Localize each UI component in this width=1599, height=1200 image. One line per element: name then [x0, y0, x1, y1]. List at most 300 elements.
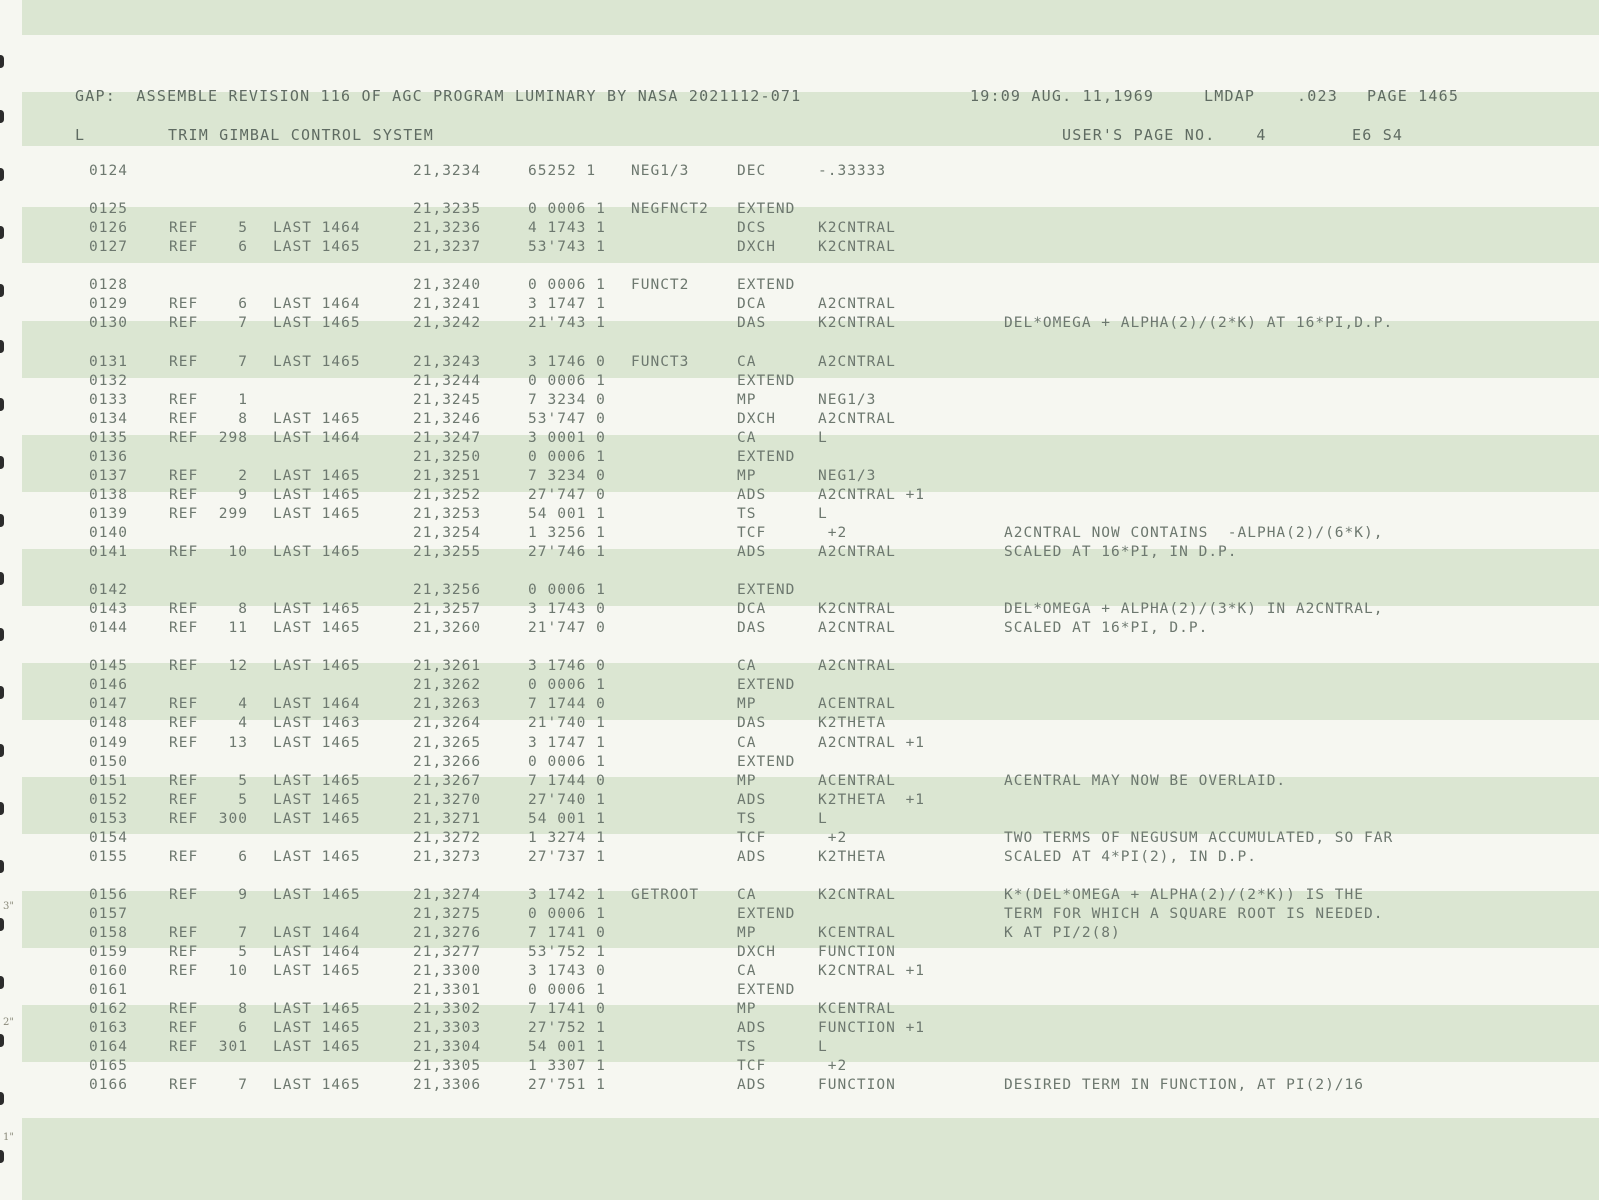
line-addr: 21,3275 [413, 905, 482, 922]
line-last: LAST 1465 [273, 620, 361, 637]
line-op: EXTEND [737, 677, 796, 694]
listing-line [0, 944, 1599, 963]
line-code: 0 0006 1 [528, 201, 606, 218]
listing-line [0, 201, 1599, 220]
line-num: 0131 [89, 353, 128, 370]
line-addr: 21,3255 [413, 544, 482, 560]
listing-line [0, 239, 1599, 258]
line-code: 0 0006 1 [528, 372, 606, 389]
line-num: 0137 [89, 467, 128, 484]
line-refn: 6 [238, 239, 248, 256]
line-op: CA [737, 886, 757, 903]
line-addr: 21,3306 [413, 1077, 482, 1094]
line-op: TS [737, 505, 757, 522]
users-page-number: USER'S PAGE NO. 4 [1062, 126, 1267, 144]
line-num: 0146 [89, 677, 128, 694]
line-ref: REF [169, 772, 199, 789]
line-num: 0152 [89, 791, 128, 808]
line-operand: -.33333 [818, 163, 887, 179]
listing-line [0, 430, 1599, 449]
listing-line [0, 658, 1599, 677]
line-op: EXTEND [737, 201, 796, 218]
line-last: LAST 1465 [273, 772, 361, 789]
line-code: 27'740 1 [528, 791, 606, 808]
line-num: 0129 [89, 296, 128, 313]
line-ref: REF [169, 1020, 199, 1037]
listing-version: .023 [1297, 87, 1338, 105]
line-op: DCA [737, 296, 767, 313]
line-last: LAST 1464 [273, 944, 361, 961]
line-addr: 21,3254 [413, 524, 482, 541]
line-ref: REF [169, 944, 199, 961]
line-num: 0151 [89, 772, 128, 789]
line-op: EXTEND [737, 905, 796, 922]
line-num: 0149 [89, 734, 128, 751]
line-num: 0147 [89, 696, 128, 713]
line-operand: K2CNTRAL [818, 315, 896, 332]
line-last: LAST 1465 [273, 791, 361, 808]
line-operand: A2CNTRAL [818, 544, 896, 560]
line-label: FUNCT3 [631, 353, 690, 370]
line-ref: REF [169, 925, 199, 941]
line-num: 0159 [89, 944, 128, 961]
line-code: 7 1741 0 [528, 1001, 606, 1018]
line-code: 54 001 1 [528, 1039, 606, 1056]
line-code: 27'751 1 [528, 1077, 606, 1094]
line-addr: 21,3301 [413, 982, 482, 999]
line-label: NEGFNCT2 [631, 201, 709, 218]
listing-line [0, 525, 1599, 544]
line-operand: KCENTRAL [818, 1001, 896, 1018]
listing-line [0, 963, 1599, 982]
line-operand: FUNCTION [818, 1077, 896, 1094]
line-code: 3 1746 0 [528, 658, 606, 675]
line-code: 27'746 1 [528, 544, 606, 560]
line-last: LAST 1465 [273, 601, 361, 618]
line-operand: L [818, 429, 828, 446]
line-refn: 8 [238, 410, 248, 427]
line-last: LAST 1465 [273, 239, 361, 256]
line-refn: 4 [238, 696, 248, 713]
line-comment: K AT PI/2(8) [1004, 925, 1121, 941]
line-addr: 21,3267 [413, 772, 482, 789]
line-ref: REF [169, 391, 199, 408]
line-last: LAST 1464 [273, 220, 361, 237]
line-comment: TERM FOR WHICH A SQUARE ROOT IS NEEDED. [1004, 905, 1384, 922]
line-op: EXTEND [737, 448, 796, 465]
line-addr: 21,3234 [413, 163, 482, 179]
line-operand: K2THETA +1 [818, 791, 926, 808]
listing-line [0, 220, 1599, 239]
line-ref: REF [169, 544, 199, 560]
line-code: 0 0006 1 [528, 982, 606, 999]
line-ref: REF [169, 1077, 199, 1094]
line-addr: 21,3261 [413, 658, 482, 675]
line-addr: 21,3236 [413, 220, 482, 237]
line-operand: K2CNTRAL [818, 886, 896, 903]
line-num: 0142 [89, 582, 128, 599]
line-addr: 21,3303 [413, 1020, 482, 1037]
line-addr: 21,3244 [413, 372, 482, 389]
line-addr: 21,3265 [413, 734, 482, 751]
paper-band [22, 1118, 1599, 1200]
line-addr: 21,3272 [413, 829, 482, 846]
line-num: 0161 [89, 982, 128, 999]
line-refn: 6 [238, 1020, 248, 1037]
line-num: 0164 [89, 1039, 128, 1056]
line-code: 3 1743 0 [528, 963, 606, 980]
line-num: 0162 [89, 1001, 128, 1018]
line-addr: 21,3277 [413, 944, 482, 961]
line-num: 0155 [89, 848, 128, 865]
line-op: MP [737, 1001, 757, 1018]
line-operand: K2THETA [818, 715, 887, 732]
listing-line [0, 735, 1599, 754]
line-ref: REF [169, 848, 199, 865]
line-addr: 21,3243 [413, 353, 482, 370]
margin-mark-3in: 3" [3, 901, 14, 912]
line-code: 53'752 1 [528, 944, 606, 961]
line-op: MP [737, 467, 757, 484]
line-addr: 21,3273 [413, 848, 482, 865]
line-code: 7 1741 0 [528, 925, 606, 941]
listing-line [0, 411, 1599, 430]
line-num: 0165 [89, 1058, 128, 1075]
line-last: LAST 1465 [273, 848, 361, 865]
line-operand: K2CNTRAL +1 [818, 963, 926, 980]
line-addr: 21,3263 [413, 696, 482, 713]
line-refn: 8 [238, 1001, 248, 1018]
line-last: LAST 1465 [273, 658, 361, 675]
line-code: 3 1742 1 [528, 886, 606, 903]
listing-title: GAP: ASSEMBLE REVISION 116 OF AGC PROGRAM LUMINARY BY NASA 2021112-071 [75, 87, 802, 105]
line-op: DAS [737, 315, 767, 332]
line-refn: 301 [218, 1039, 248, 1056]
feed-hole [0, 1150, 4, 1163]
line-addr: 21,3264 [413, 715, 482, 732]
line-num: 0154 [89, 829, 128, 846]
listing-line [0, 468, 1599, 487]
line-comment: SCALED AT 4*PI(2), IN D.P. [1004, 848, 1257, 865]
listing-line [0, 887, 1599, 906]
line-op: ADS [737, 791, 767, 808]
line-operand: K2CNTRAL [818, 601, 896, 618]
line-addr: 21,3251 [413, 467, 482, 484]
line-operand: A2CNTRAL [818, 296, 896, 313]
line-operand: ACENTRAL [818, 696, 896, 713]
listing-line [0, 163, 1599, 182]
line-last: LAST 1465 [273, 486, 361, 503]
line-ref: REF [169, 963, 199, 980]
listing-line [0, 982, 1599, 1001]
line-code: 65252 1 [528, 163, 597, 179]
line-code: 1 3307 1 [528, 1058, 606, 1075]
listing-line [0, 696, 1599, 715]
line-code: 0 0006 1 [528, 905, 606, 922]
section-code: E6 S4 [1352, 126, 1404, 144]
listing-line [0, 830, 1599, 849]
line-refn: 6 [238, 296, 248, 313]
line-op: DAS [737, 715, 767, 732]
feed-hole [0, 340, 4, 353]
line-op: CA [737, 429, 757, 446]
line-addr: 21,3246 [413, 410, 482, 427]
line-ref: REF [169, 296, 199, 313]
line-ref: REF [169, 353, 199, 370]
listing-line [0, 354, 1599, 373]
line-op: ADS [737, 486, 767, 503]
line-num: 0140 [89, 524, 128, 541]
line-addr: 21,3247 [413, 429, 482, 446]
line-operand: K2CNTRAL [818, 239, 896, 256]
line-num: 0143 [89, 601, 128, 618]
line-last: LAST 1465 [273, 1020, 361, 1037]
line-op: DEC [737, 163, 767, 179]
line-code: 3 0001 0 [528, 429, 606, 446]
line-addr: 21,3302 [413, 1001, 482, 1018]
line-last: LAST 1465 [273, 1077, 361, 1094]
line-op: EXTEND [737, 582, 796, 599]
line-comment: TWO TERMS OF NEGUSUM ACCUMULATED, SO FAR [1004, 829, 1394, 846]
listing-line [0, 1001, 1599, 1020]
line-op: TCF [737, 829, 767, 846]
line-ref: REF [169, 658, 199, 675]
line-addr: 21,3266 [413, 753, 482, 770]
line-label: FUNCT2 [631, 277, 690, 294]
line-code: 27'737 1 [528, 848, 606, 865]
line-comment: ACENTRAL MAY NOW BE OVERLAID. [1004, 772, 1287, 789]
line-code: 3 1747 1 [528, 296, 606, 313]
listing-line [0, 715, 1599, 734]
line-refn: 7 [238, 315, 248, 332]
margin-mark-1in: 1" [3, 1132, 14, 1143]
line-addr: 21,3241 [413, 296, 482, 313]
line-op: DXCH [737, 410, 776, 427]
line-refn: 9 [238, 886, 248, 903]
line-code: 7 1744 0 [528, 696, 606, 713]
line-refn: 5 [238, 791, 248, 808]
line-operand: FUNCTION +1 [818, 1020, 926, 1037]
listing-line [0, 315, 1599, 334]
line-operand: A2CNTRAL +1 [818, 734, 926, 751]
listing-line [0, 544, 1599, 563]
line-num: 0136 [89, 448, 128, 465]
line-num: 0166 [89, 1077, 128, 1094]
line-operand: K2CNTRAL [818, 220, 896, 237]
line-last: LAST 1465 [273, 1039, 361, 1056]
line-addr: 21,3276 [413, 925, 482, 941]
line-ref: REF [169, 734, 199, 751]
listing-line [0, 1020, 1599, 1039]
paper-band [22, 0, 1599, 35]
line-operand: NEG1/3 [818, 391, 877, 408]
line-last: LAST 1464 [273, 925, 361, 941]
line-ref: REF [169, 1039, 199, 1056]
line-ref: REF [169, 886, 199, 903]
line-last: LAST 1464 [273, 429, 361, 446]
line-last: LAST 1464 [273, 296, 361, 313]
line-num: 0158 [89, 925, 128, 941]
line-comment: DESIRED TERM IN FUNCTION, AT PI(2)/16 [1004, 1077, 1365, 1094]
line-code: 53'747 0 [528, 410, 606, 427]
line-operand: A2CNTRAL +1 [818, 486, 926, 503]
line-ref: REF [169, 429, 199, 446]
line-last: LAST 1464 [273, 696, 361, 713]
line-op: DXCH [737, 944, 776, 961]
section-title: TRIM GIMBAL CONTROL SYSTEM [168, 126, 434, 144]
line-op: DAS [737, 620, 767, 637]
line-op: DXCH [737, 239, 776, 256]
listing-line [0, 906, 1599, 925]
line-code: 0 0006 1 [528, 277, 606, 294]
line-label: GETROOT [631, 886, 700, 903]
line-addr: 21,3237 [413, 239, 482, 256]
line-operand: +2 [818, 829, 848, 846]
line-addr: 21,3240 [413, 277, 482, 294]
listing-line [0, 620, 1599, 639]
line-code: 3 1743 0 [528, 601, 606, 618]
line-op: CA [737, 353, 757, 370]
line-addr: 21,3256 [413, 582, 482, 599]
line-refn: 10 [228, 963, 248, 980]
listing-line [0, 449, 1599, 468]
line-num: 0127 [89, 239, 128, 256]
line-num: 0130 [89, 315, 128, 332]
line-refn: 4 [238, 715, 248, 732]
line-num: 0138 [89, 486, 128, 503]
line-last: LAST 1465 [273, 963, 361, 980]
listing-line [0, 1058, 1599, 1077]
line-addr: 21,3253 [413, 505, 482, 522]
line-refn: 1 [238, 391, 248, 408]
line-num: 0157 [89, 905, 128, 922]
line-operand: L [818, 1039, 828, 1056]
line-code: 53'743 1 [528, 239, 606, 256]
line-num: 0145 [89, 658, 128, 675]
line-addr: 21,3252 [413, 486, 482, 503]
line-code: 1 3274 1 [528, 829, 606, 846]
line-operand: K2THETA [818, 848, 887, 865]
line-addr: 21,3260 [413, 620, 482, 637]
listing-line [0, 792, 1599, 811]
listing-line [0, 849, 1599, 868]
line-addr: 21,3235 [413, 201, 482, 218]
line-num: 0139 [89, 505, 128, 522]
line-op: ADS [737, 1077, 767, 1094]
line-op: CA [737, 734, 757, 751]
line-refn: 10 [228, 544, 248, 560]
listing-line [0, 925, 1599, 944]
line-code: 1 3256 1 [528, 524, 606, 541]
line-ref: REF [169, 791, 199, 808]
listing-line [0, 506, 1599, 525]
listing-datetime: 19:09 AUG. 11,1969 [970, 87, 1155, 105]
line-operand: NEG1/3 [818, 467, 877, 484]
line-operand: KCENTRAL [818, 925, 896, 941]
line-addr: 21,3270 [413, 791, 482, 808]
line-code: 0 0006 1 [528, 753, 606, 770]
line-refn: 7 [238, 925, 248, 941]
line-num: 0163 [89, 1020, 128, 1037]
line-num: 0133 [89, 391, 128, 408]
line-refn: 298 [218, 429, 248, 446]
line-refn: 12 [228, 658, 248, 675]
line-addr: 21,3271 [413, 810, 482, 827]
line-code: 27'747 0 [528, 486, 606, 503]
line-code: 3 1746 0 [528, 353, 606, 370]
line-addr: 21,3245 [413, 391, 482, 408]
line-op: CA [737, 963, 757, 980]
line-refn: 6 [238, 848, 248, 865]
line-comment: DEL*OMEGA + ALPHA(2)/(3*K) IN A2CNTRAL, [1004, 601, 1384, 618]
line-refn: 7 [238, 353, 248, 370]
listing-line [0, 373, 1599, 392]
listing-page: PAGE 1465 [1367, 87, 1460, 105]
line-last: LAST 1465 [273, 1001, 361, 1018]
line-last: LAST 1465 [273, 810, 361, 827]
line-operand: A2CNTRAL [818, 620, 896, 637]
line-num: 0144 [89, 620, 128, 637]
line-num: 0156 [89, 886, 128, 903]
listing-line [0, 392, 1599, 411]
line-last: LAST 1465 [273, 734, 361, 751]
line-addr: 21,3262 [413, 677, 482, 694]
line-num: 0134 [89, 410, 128, 427]
line-refn: 5 [238, 944, 248, 961]
line-last: LAST 1465 [273, 315, 361, 332]
line-code: 7 3234 0 [528, 467, 606, 484]
line-code: 7 1744 0 [528, 772, 606, 789]
line-ref: REF [169, 810, 199, 827]
line-op: EXTEND [737, 753, 796, 770]
listing-line [0, 754, 1599, 773]
line-op: EXTEND [737, 372, 796, 389]
feed-hole [0, 55, 4, 68]
line-op: ADS [737, 544, 767, 560]
line-last: LAST 1465 [273, 505, 361, 522]
line-op: MP [737, 391, 757, 408]
line-ref: REF [169, 239, 199, 256]
feed-hole [0, 110, 4, 123]
line-ref: REF [169, 696, 199, 713]
listing-line [0, 487, 1599, 506]
margin-mark-2in: 2" [3, 1017, 14, 1028]
line-num: 0148 [89, 715, 128, 732]
line-comment: SCALED AT 16*PI, IN D.P. [1004, 544, 1238, 560]
listing-line [0, 1039, 1599, 1058]
line-code: 0 0006 1 [528, 677, 606, 694]
line-op: EXTEND [737, 277, 796, 294]
line-op: EXTEND [737, 982, 796, 999]
line-last: LAST 1465 [273, 467, 361, 484]
line-refn: 2 [238, 467, 248, 484]
line-code: 7 3234 0 [528, 391, 606, 408]
line-refn: 9 [238, 486, 248, 503]
line-op: TCF [737, 524, 767, 541]
line-ref: REF [169, 486, 199, 503]
line-operand: A2CNTRAL [818, 353, 896, 370]
line-ref: REF [169, 410, 199, 427]
line-ref: REF [169, 715, 199, 732]
line-num: 0153 [89, 810, 128, 827]
line-comment: A2CNTRAL NOW CONTAINS -ALPHA(2)/(6*K), [1004, 524, 1384, 541]
line-op: CA [737, 658, 757, 675]
line-addr: 21,3242 [413, 315, 482, 332]
line-ref: REF [169, 315, 199, 332]
line-refn: 300 [218, 810, 248, 827]
line-code: 54 001 1 [528, 810, 606, 827]
line-last: LAST 1463 [273, 715, 361, 732]
